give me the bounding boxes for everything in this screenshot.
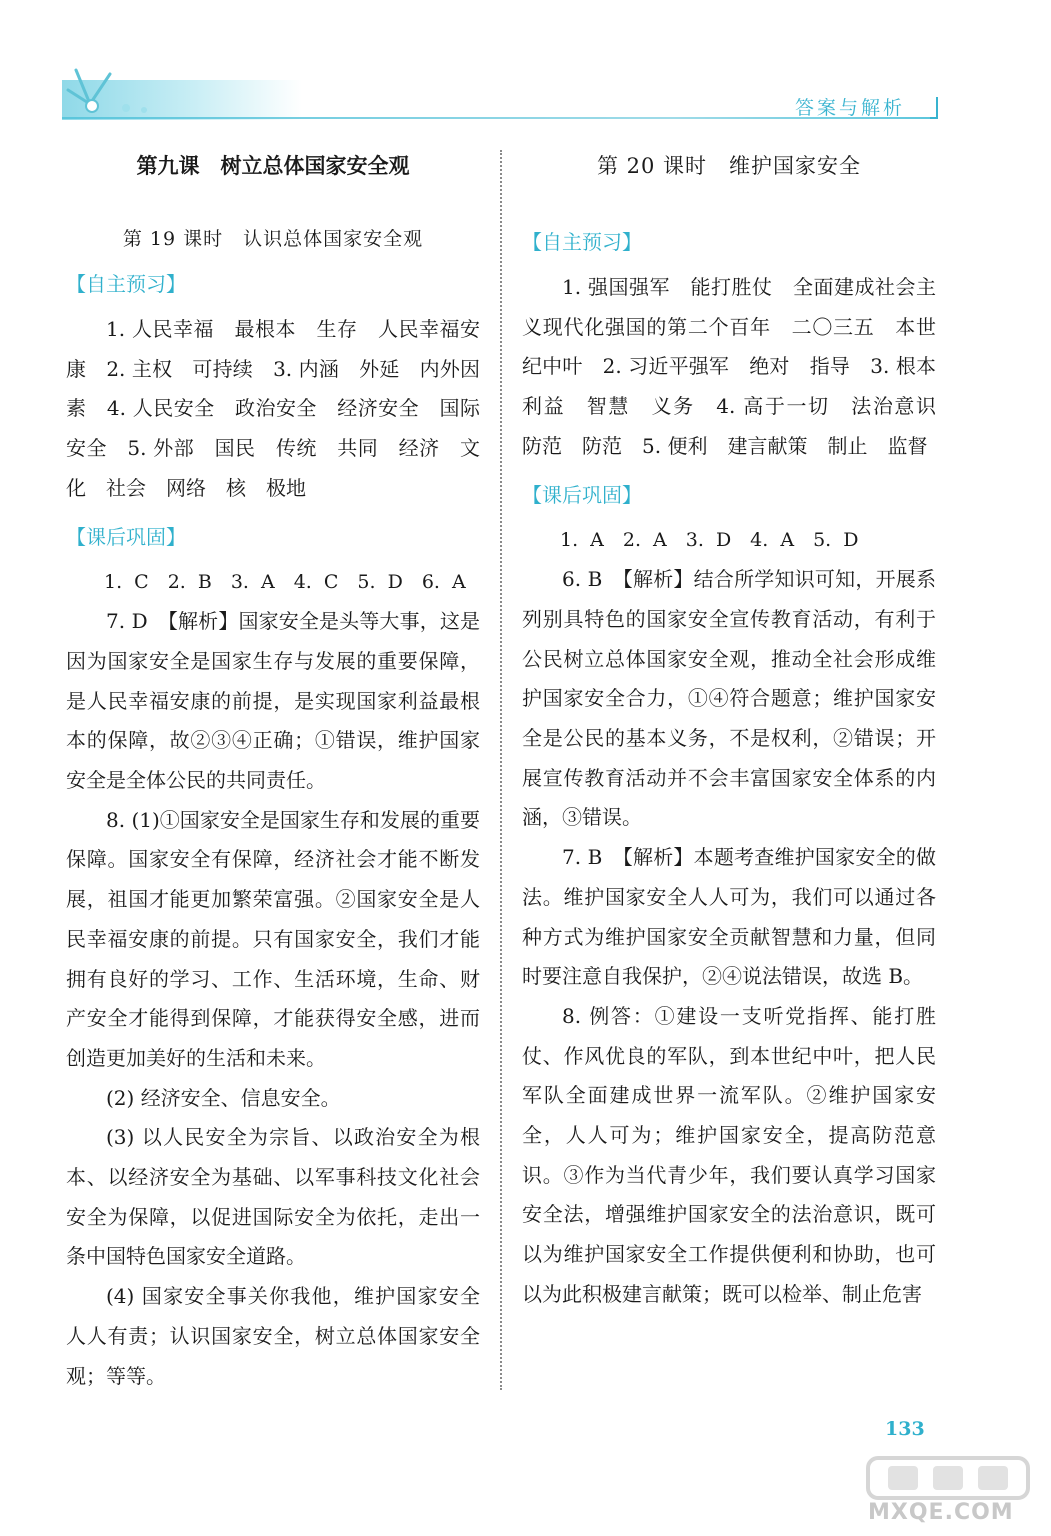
answer-q7: 7. B 【解析】本题考查维护国家安全的做法。维护国家安全人人可为，我们可以通过各种方式为维护国家安全贡献智慧和力量，但同时要注意自我保护，②④说法错误，故选 B。	[522, 845, 936, 989]
choice-answers: 1. C 2. B 3. A 4. C 5. D 6. A	[104, 570, 466, 593]
choice-answers: 1. A 2. A 3. D 4. A 5. D	[560, 528, 859, 551]
answer-q8-4: (4) 国家安全事关你我他，维护国家安全人人有责；认识国家安全，树立总体国家安全观；等等。	[66, 1284, 480, 1388]
windmill-logo-icon	[66, 60, 166, 116]
watermark-text: MXQE.COM	[868, 1500, 1014, 1525]
header-bracket	[930, 97, 938, 119]
answer-q7: 7. D 【解析】国家安全是头等大事，这是因为国家安全是国家生存与发展的重要保障，是人民幸福安康的前提，是实现国家利益最根本的保障，故②③④正确；①错误，维护国家安全是全体公民的共同责任。	[66, 609, 480, 793]
left-column	[66, 150, 480, 1396]
preview-tag: 【自主预习】	[66, 272, 186, 296]
consolidate-tag: 【课后巩固】	[66, 524, 186, 549]
answer-q6: 6. B 【解析】结合所学知识可知，开展系列别具特色的国家安全宣传教育活动，有利于公民树立总体国家安全观，推动全社会形成维护国家安全合力，①④符合题意；维护国家安全是公民的基本义务，不是权利，②错误；开展宣传教育活动并不会丰富国家安全体系的内涵，③错误。	[522, 567, 936, 830]
page-number: 133	[885, 1418, 925, 1440]
column-divider	[500, 150, 502, 1390]
answer-q8: 8. 例答：①建设一支听党指挥、能打胜仗、作风优良的军队，到本世纪中叶，把人民军队全面建成世界一流军队。②维护国家安全，人人可为；维护国家安全，提高防范意识。③作为当代青少年，我们要认真学习国家安全法，增强维护国家安全的法治意识，既可以为维护国家安全工作提供便利和协助，也可以为此积极建言献策；既可以检举、制止危害	[522, 1003, 936, 1306]
consolidate-tag: 【课后巩固】	[522, 482, 642, 507]
answer-q8-2: (2) 经济安全、信息安全。	[106, 1085, 341, 1110]
period-title-20: 第 20 课时 维护国家安全	[596, 154, 862, 178]
lesson-title: 第九课 树立总体国家安全观	[136, 153, 410, 178]
preview-answers: 1. 强国强军 能打胜仗 全面建成社会主义现代化强国的第二个百年 二〇三五 本世纪中叶 2. 习近平强军 绝对 指导 3. 根本利益 智慧 义务 4. 高于一切 法治意识 防范 防范 5. 便利 建言献策 制止 监督	[522, 275, 956, 458]
answer-q8-1: 8. (1)①国家安全是国家生存和发展的重要保障。国家安全有保障，经济社会才能不断发展，祖国才能更加繁荣富强。②国家安全是人民幸福安康的前提。只有国家安全，我们才能拥有良好的学习、工作、生活环境，生命、财产安全才能得到保障，才能获得安全感，进而创造更加美好的生活和未来。	[66, 807, 480, 1070]
period-title-19: 第 19 课时 认识总体国家安全观	[122, 228, 424, 250]
right-column	[522, 150, 956, 1315]
answer-q8-3: (3) 以人民安全为宗旨、以政治安全为根本、以经济安全为基础、以军事科技文化社会安全为保障，以促进国际安全为依托，走出一条中国特色国家安全道路。	[66, 1125, 480, 1269]
preview-tag: 【自主预习】	[522, 230, 642, 254]
preview-answers: 1. 人民幸福 最根本 生存 人民幸福安康 2. 主权 可持续 3. 内涵 外延 内外因素 4. 人民安全 政治安全 经济安全 国际安全 5. 外部 国民 传统 共同 经济 文化 社会 网络 核 极地	[66, 317, 480, 500]
header-title: 答案与解析	[795, 97, 906, 119]
